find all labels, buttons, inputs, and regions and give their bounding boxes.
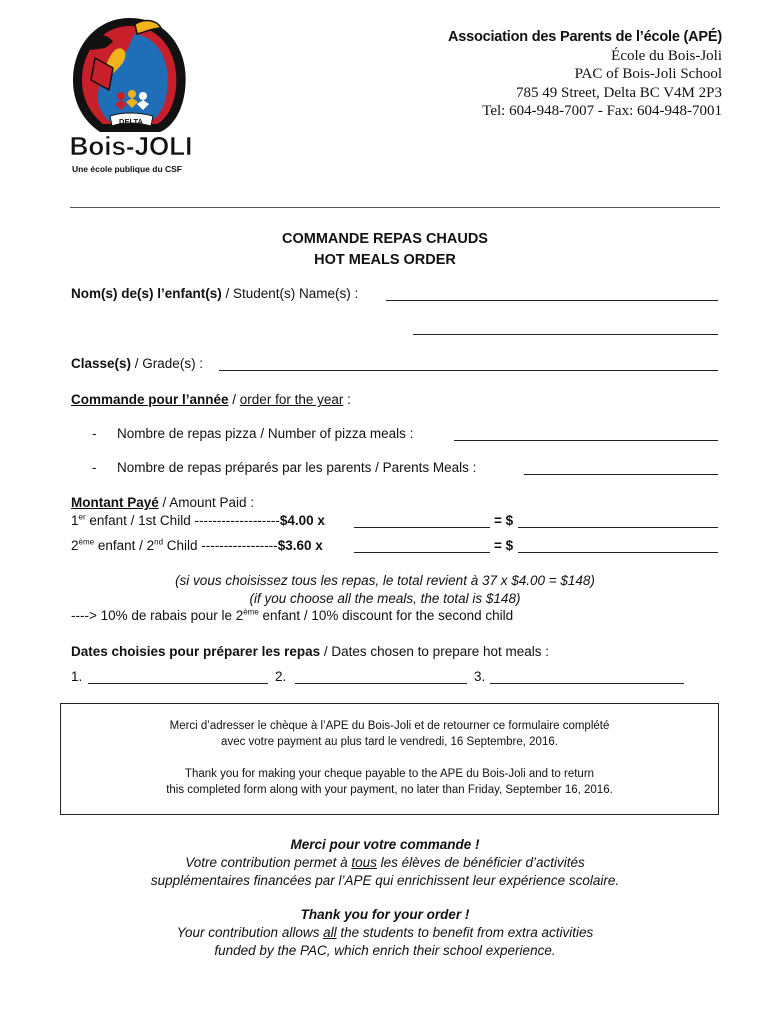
school-name: École du Bois-Joli <box>611 47 722 64</box>
instructions-en-2: this completed form along with your payment, no later than Friday, September 16, 2016. <box>166 784 613 796</box>
thanks-fr: Merci pour votre commande ! <box>290 837 480 852</box>
amount-paid-label: Montant Payé / Amount Paid : <box>71 495 255 510</box>
org-name: Association des Parents de l’école (APÉ) <box>447 29 722 45</box>
contribution-fr-1: Votre contribution permet à tous les élèves de bénéficier d’activités <box>185 855 585 870</box>
page-title-fr: COMMANDE REPAS CHAUDS <box>282 231 488 247</box>
logo-tagline-text: Une école publique du CSF <box>71 164 183 174</box>
logo-name-text: Bois-JOLI <box>69 131 193 161</box>
instructions-fr-1: Merci d’adresser le chèque à l’APE du Bois-Joli et de retourner ce formulaire complété <box>169 720 610 732</box>
date-2-field[interactable] <box>295 683 467 684</box>
grade-label: Classe(s) / Grade(s) : <box>71 356 204 371</box>
student-names-field[interactable] <box>386 300 718 301</box>
header-divider <box>70 207 720 208</box>
dates-label: Dates choisies pour préparer les repas / Dates chosen to prepare hot meals : <box>71 644 549 659</box>
student-names-label: Nom(s) de(s) l’enfant(s) / Student(s) Name(s) : <box>71 286 359 301</box>
pizza-dash: - <box>92 426 97 441</box>
parents-dash: - <box>92 460 97 475</box>
first-child-label: 1er enfant / 1st Child -------------------$4.00 x <box>71 512 325 528</box>
contribution-en-1: Your contribution allows all the students to benefit from extra activities <box>176 925 594 940</box>
parents-meals-label: Nombre de repas préparés par les parents / Parents Meals : <box>117 460 477 475</box>
thanks-en: Thank you for your order ! <box>300 907 470 922</box>
grade-field[interactable] <box>219 370 718 371</box>
instructions-box <box>60 703 719 815</box>
date-1-field[interactable] <box>88 683 268 684</box>
pizza-meals-field[interactable] <box>454 440 718 441</box>
first-child-qty-field[interactable] <box>354 527 490 528</box>
logo-delta-text: DELTA <box>119 117 143 126</box>
order-year-label: Commande pour l’année / order for the year : <box>71 392 351 407</box>
page-title-en: HOT MEALS ORDER <box>314 252 456 268</box>
bois-joli-logo-icon <box>65 10 195 175</box>
second-child-equals: = $ <box>494 538 514 553</box>
total-note-en: (if you choose all the meals, the total is $148) <box>249 591 521 606</box>
address: 785 49 Street, Delta BC V4M 2P3 <box>516 84 722 101</box>
header-address-block <box>448 28 722 121</box>
pizza-meals-label: Nombre de repas pizza / Number of pizza meals : <box>117 426 414 441</box>
first-child-equals: = $ <box>494 513 514 528</box>
date-1-label: 1. <box>71 669 83 684</box>
contribution-en-2: funded by the PAC, which enrich their school experience. <box>214 943 556 958</box>
parents-meals-field[interactable] <box>524 474 718 475</box>
school-logo <box>65 10 195 175</box>
discount-note: ----> 10% de rabais pour le 2ème enfant / 10% discount for the second child <box>71 607 514 623</box>
second-child-qty-field[interactable] <box>354 552 490 553</box>
date-2-label: 2. <box>275 669 287 684</box>
pac-name: PAC of Bois-Joli School <box>574 66 722 82</box>
first-child-total-field[interactable] <box>518 527 718 528</box>
date-3-label: 3. <box>474 669 486 684</box>
instructions-en-1: Thank you for making your cheque payable to the APE du Bois-Joli and to return <box>184 768 595 780</box>
student-names-field-2[interactable] <box>413 334 718 335</box>
second-child-label: 2ème enfant / 2nd Child -----------------$3.60 x <box>71 537 323 553</box>
second-child-total-field[interactable] <box>518 552 718 553</box>
instructions-fr-2: avec votre payment au plus tard le vendredi, 16 Septembre, 2016. <box>221 736 558 748</box>
total-note-fr: (si vous choisissez tous les repas, le total revient à 37 x $4.00 = $148) <box>175 573 595 588</box>
date-3-field[interactable] <box>490 683 684 684</box>
contribution-fr-2: supplémentaires financées par l’APE qui enrichissent leur expérience scolaire. <box>150 873 620 888</box>
phone-fax: Tel: 604-948-7007 - Fax: 604-948-7001 <box>482 103 722 119</box>
